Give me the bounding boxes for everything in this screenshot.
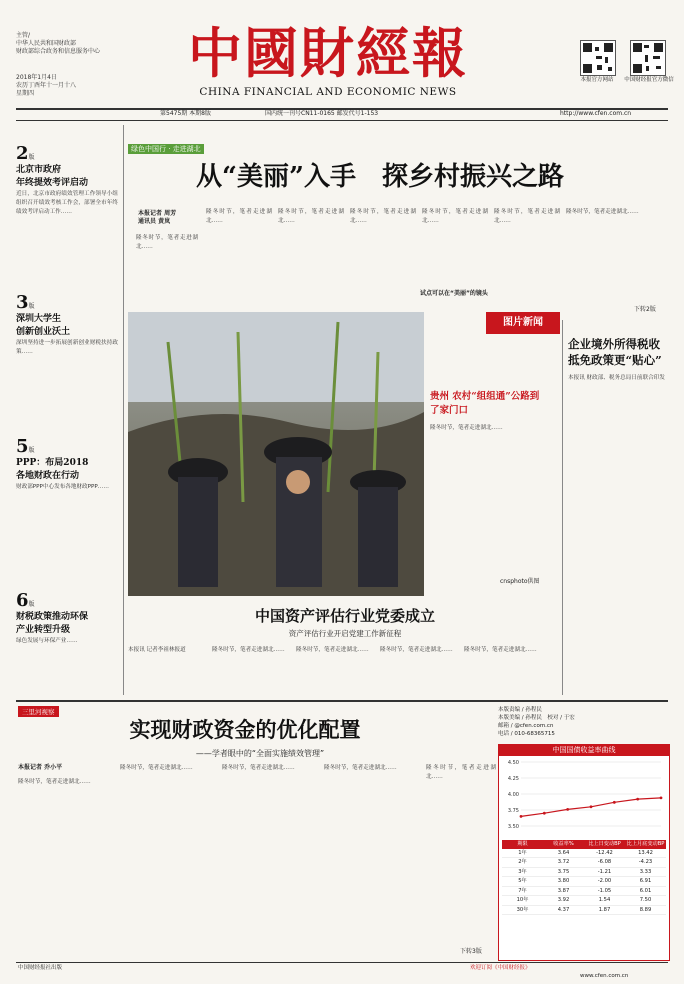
- table-cell: -4.23: [638, 859, 653, 865]
- story2-col5: 隆冬时节，笔者走进湖北……: [464, 647, 537, 653]
- issue-date: [16, 74, 146, 98]
- sidebar-item-page3[interactable]: [16, 292, 118, 419]
- bottom-col3: 隆冬时节，笔者走进湖北……: [222, 765, 295, 771]
- y-tick-label: 3.75: [507, 808, 519, 814]
- qr-label-wechat: 中国财经报官方微信: [624, 77, 674, 83]
- y-tick-label: 4.25: [507, 776, 519, 782]
- bottom-section-tag: 三里河视察: [18, 706, 59, 717]
- page-number: 3: [16, 292, 29, 313]
- top-story-col3: 隆冬时节，笔者走进湖北……: [278, 209, 344, 225]
- table-cell: 3.80: [557, 878, 570, 884]
- bottom-col4: 隆冬时节，笔者走进湖北……: [324, 765, 397, 771]
- table-cell: 3.33: [639, 868, 652, 875]
- yield-table: [499, 840, 669, 915]
- data-point: [613, 801, 616, 804]
- table-row: [502, 858, 666, 868]
- issue-number: 第5475期 本期8版: [160, 110, 211, 117]
- yield-curve-chart: [499, 756, 667, 836]
- table-cell: 5年: [518, 878, 527, 884]
- top-story-col6: 隆冬时节，笔者走进湖北……: [494, 209, 560, 225]
- story2-col1: 本报讯 记者李祖林报道: [128, 647, 186, 653]
- sidebar-body: 财政部PPP中心发布各地财政PPP……: [16, 484, 109, 490]
- photo-news-tag: 图片新闻: [486, 312, 560, 334]
- page-number: 2: [16, 143, 29, 164]
- footer-right: 欢迎订阅《中国财经报》: [470, 965, 531, 971]
- story2-headline: 中国资产评估行业党委成立: [254, 607, 435, 625]
- date-line: 星期四: [16, 90, 35, 97]
- cn-code: 国内统一刊号CN11-0165 邮发代号1-153: [265, 110, 379, 117]
- story2-col2: 隆冬时节，笔者走进湖北……: [212, 647, 285, 653]
- sponsor-line: 财政部综合政务和信息服务中心: [16, 48, 101, 55]
- table-cell: 3.75: [557, 868, 570, 875]
- main-photo: [128, 312, 424, 596]
- page-unit: 版: [28, 303, 35, 310]
- table-cell: 7.50: [639, 897, 652, 903]
- top-story-col1: 隆冬时节，笔者走进湖北……: [136, 235, 198, 251]
- editor-box: 本版责编 / 孙程民 本版美编 / 孙程民 校对 / 于宏 邮箱 / @cfen.com.cn 电话 / 010-68365715: [498, 707, 575, 737]
- right-story-body: 本报讯 财政部、税务总局日前联合印发: [568, 375, 665, 381]
- footer-left: 中国财经报社出版: [18, 965, 63, 971]
- top-story-col5: 隆冬时节，笔者走进湖北……: [422, 209, 488, 225]
- qr-code-wechat: [630, 40, 666, 76]
- top-story-subhead: 试点可以在“美丽”的镜头: [420, 290, 488, 297]
- story2-deck: 资产评估行业开启党建工作新征程: [288, 629, 402, 638]
- date-line: 2018年1月4日: [16, 74, 57, 81]
- table-row: [502, 877, 666, 887]
- masthead-logo: 中國財經報: [188, 21, 468, 85]
- sidebar-item-page2[interactable]: [16, 143, 118, 270]
- table-cell: 1.87: [598, 906, 611, 913]
- data-point: [520, 815, 523, 818]
- table-cell: -12.42: [596, 849, 613, 856]
- table-cell: 8.89: [639, 906, 652, 913]
- chart-panel: [498, 744, 670, 961]
- table-cell: 3.72: [557, 859, 570, 865]
- bottom-story-deck: ——学者眼中的“全面实施绩效管理”: [195, 749, 325, 758]
- page-unit: 版: [28, 601, 35, 608]
- table-cell: -6.08: [597, 859, 612, 865]
- sidebar-body: 近日，北京市政府绩效管理工作领导小组组织召开绩效考核工作会，部署全市年终绩效考评启动工作……: [16, 191, 118, 216]
- table-cell: 3.64: [557, 849, 570, 856]
- table-row: [502, 849, 666, 859]
- data-point: [660, 796, 663, 799]
- website-link[interactable]: http://www.cfen.com.cn: [560, 110, 632, 117]
- table-header-cell: 比上月底变动BP: [626, 841, 665, 847]
- photo-credit: cnsphoto供图: [500, 578, 540, 585]
- table-cell: -1.05: [597, 887, 612, 894]
- photo-news-title: 贵州 农村“组组通”公路到了家门口: [430, 391, 540, 416]
- bottom-story-byline: 本报记者 乔小平: [18, 764, 63, 771]
- page-number: 5: [16, 436, 29, 457]
- bottom-col5: 隆冬时节，笔者走进湖北……: [426, 765, 496, 781]
- bottom-col2: 隆冬时节，笔者走进湖北……: [120, 765, 193, 771]
- top-story-headline: 从“美丽”入手 探乡村振兴之路: [196, 162, 564, 192]
- table-row: [502, 887, 666, 897]
- table-row: [502, 896, 666, 906]
- table-cell: -1.21: [597, 868, 612, 875]
- table-cell: 13.42: [638, 849, 653, 856]
- y-tick-label: 4.00: [507, 792, 519, 798]
- table-cell: 2年: [518, 859, 527, 865]
- sidebar-body: 深圳坚持进一步拓展创新创业财税扶持政策……: [16, 340, 118, 356]
- top-story-col4: 隆冬时节，笔者走进湖北……: [350, 209, 416, 225]
- table-header: [502, 840, 666, 849]
- story2-col3: 隆冬时节，笔者走进湖北……: [296, 647, 369, 653]
- right-story-headline: 企业境外所得税收 抵免政策更“贴心”: [568, 337, 662, 367]
- table-row: [502, 906, 666, 916]
- data-point: [566, 808, 569, 811]
- table-cell: -2.00: [597, 878, 612, 884]
- table-cell: 3年: [518, 868, 527, 875]
- sidebar-title: PPP：布局2018 各地财政在行动: [16, 458, 89, 481]
- table-cell: 4.37: [557, 906, 570, 913]
- sidebar-item-page6[interactable]: [16, 590, 118, 697]
- date-line: 农历丁酉年十一月十八: [16, 82, 77, 89]
- table-header-cell: 期限: [517, 841, 528, 847]
- y-tick-label: 3.50: [507, 824, 519, 830]
- y-tick-label: 4.50: [507, 760, 519, 766]
- sponsor-line: 主管/: [16, 32, 31, 39]
- bottom-continue-link[interactable]: 下转3版: [460, 948, 482, 955]
- masthead-logo-en: CHINA FINANCIAL AND ECONOMIC NEWS: [199, 86, 457, 98]
- top-story-byline: 本报记者 周芳 通讯员 黄岚: [138, 210, 177, 225]
- table-header-cell: 比上日变动BP: [588, 841, 621, 847]
- bottom-col1: 隆冬时节，笔者走进湖北……: [18, 779, 91, 785]
- sponsor-info: [16, 32, 146, 56]
- sidebar-title: 深圳大学生 创新创业沃土: [16, 314, 71, 337]
- data-point: [590, 805, 593, 808]
- table-cell: 6.01: [639, 887, 652, 894]
- photo-news-body: 隆冬时节，笔者走进湖北……: [430, 425, 503, 431]
- table-cell: 1年: [518, 849, 527, 856]
- top-story-col2: 隆冬时节，笔者走进湖北……: [206, 209, 272, 225]
- data-point: [543, 812, 546, 815]
- story2-col4: 隆冬时节，笔者走进湖北……: [380, 647, 453, 653]
- qr-code-website: [580, 40, 616, 76]
- data-point: [636, 798, 639, 801]
- table-cell: 30年: [516, 906, 529, 913]
- table-cell: 10年: [516, 897, 529, 903]
- page-number: 6: [16, 590, 29, 611]
- footer-site[interactable]: www.cfen.com.cn: [580, 973, 629, 979]
- table-cell: 7年: [518, 887, 527, 894]
- qr-label-website: 本报官方网站: [580, 77, 614, 83]
- table-cell: 6.91: [639, 878, 652, 884]
- sidebar-body: 绿色发展与环保产业……: [16, 638, 78, 644]
- table-header-cell: 收益率%: [553, 841, 574, 847]
- page-unit: 版: [28, 447, 35, 454]
- table-row: [502, 868, 666, 878]
- page-unit: 版: [28, 154, 35, 161]
- table-cell: 1.54: [598, 897, 611, 903]
- bottom-story-headline: 实现财政资金的优化配置: [129, 717, 361, 742]
- sidebar-item-page5[interactable]: [16, 436, 118, 578]
- sidebar-title: 财税政策推动环保 产业转型升级: [16, 612, 89, 635]
- top-story-col7: 隆冬时节，笔者走进湖北……: [566, 209, 639, 215]
- kicker-tag: 绿色中国行 · 走进湖北: [128, 144, 204, 154]
- continue-link[interactable]: 下转2版: [634, 306, 656, 313]
- sidebar-title: 北京市政府 年终提效考评启动: [16, 165, 89, 188]
- chart-title: 中国国债收益率曲线: [499, 745, 669, 756]
- sponsor-line: 中华人民共和国财政部: [16, 40, 77, 47]
- table-cell: 3.92: [557, 897, 570, 903]
- table-cell: 3.87: [557, 887, 570, 894]
